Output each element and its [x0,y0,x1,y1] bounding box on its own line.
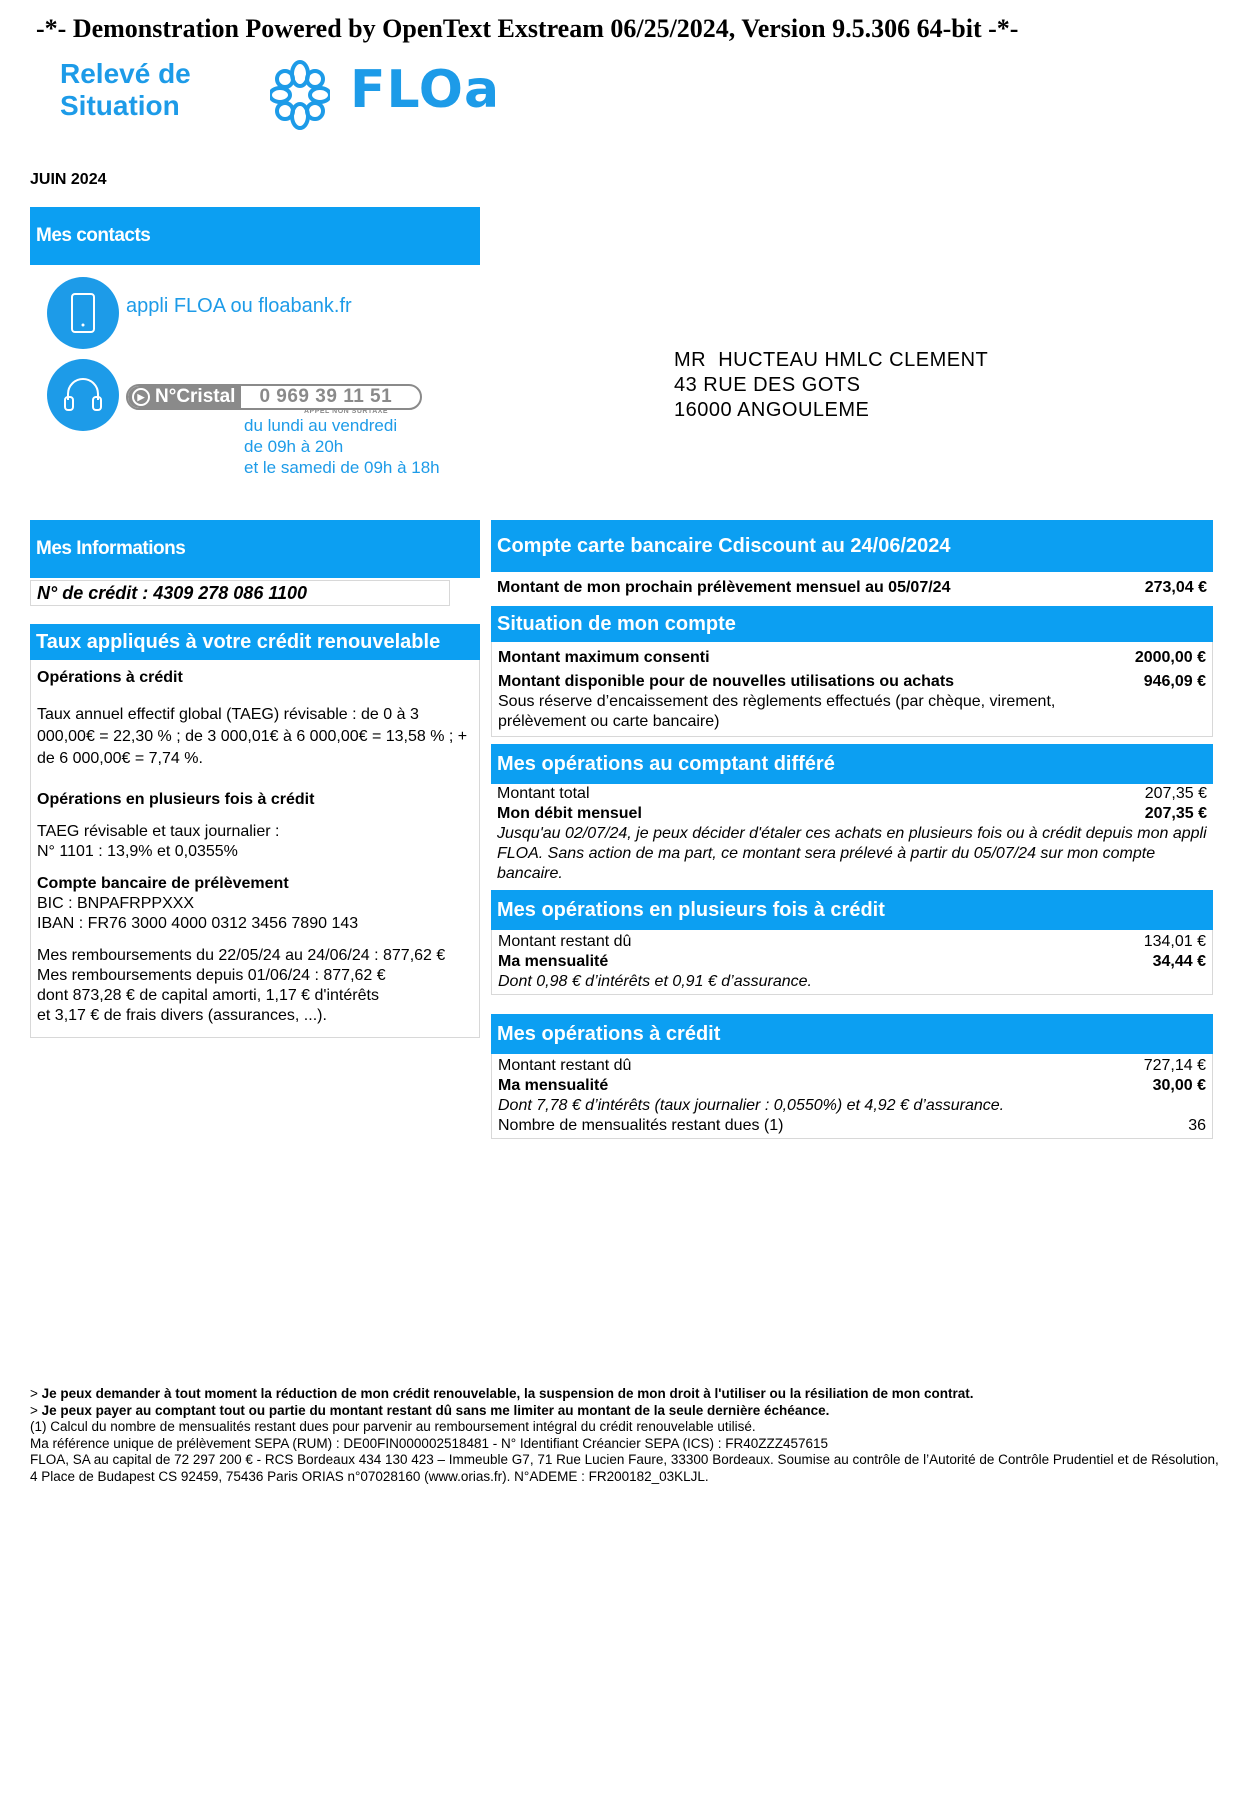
mensualite-label: Ma mensualité [498,953,609,970]
plusieurs-header: Mes opérations en plusieurs fois à crédit [491,890,1213,930]
cristal-label: N°Cristal [155,386,236,407]
informations-header: Mes Informations [30,520,480,578]
document-title [60,58,191,122]
footer-line: FLOA, SA au capital de 72 297 200 € - RCS Bordeaux 434 130 423 – Immeuble G7, 71 Rue Lucien Faure, 33300 Bordeaux. Soumise au contrôle de l’Autorité de Contrôle Prudentiel et de Résolution, 4 Place de Budapest CS 92459, 75436 Paris ORIAS n°07028160 (www.orias.fr). N°ADEME : FR200182_03KLJL. [30,1452,1219,1484]
hours-line: du lundi au vendredi [244,416,398,435]
iban: IBAN : FR76 3000 4000 0312 3456 7890 143 [37,915,359,932]
legal-footer [30,1386,1220,1485]
remboursement-line: et 3,17 € de frais divers (assurances, ...). [37,1007,327,1024]
contacts-header: Mes contacts [30,207,480,265]
situation-section [491,606,1213,737]
debit-row [491,804,1213,824]
restant-row [492,932,1212,952]
restant-value: 727,14 € [1143,1057,1206,1074]
address-line: MR HUCTEAU HMLC CLEMENT [674,349,989,371]
taeg-journalier: N° 1101 : 13,9% et 0,0355% [37,843,238,860]
bic: BIC : BNPAFRPPXXX [37,895,195,912]
mensualite-value: 34,44 € [1152,953,1206,970]
restant-row [492,1056,1212,1076]
total-value: 207,35 € [1144,785,1207,802]
address-line: 16000 ANGOULEME [674,399,870,421]
credit-ops-note: Dont 7,78 € d’intérêts (taux journalier : 0,0550%) et 4,92 € d’assurance. [498,1097,1005,1114]
differe-note: Jusqu'au 02/07/24, je peux décider d'étaler ces achats en plusieurs fois ou à crédit depuis mon appli FLOA. Sans action de ma part, ce montant sera prélevé à partir du 05/07/24 sur mon compte bancaire. [497,825,1207,882]
taux-header: Taux appliqués à votre crédit renouvelable [30,624,480,660]
footer-line: (1) Calcul du nombre de mensualités restant dues pour parvenir au remboursement intégral du crédit renouvelable utilisé. [30,1419,756,1434]
document-title-line2: Situation [60,90,180,121]
cristal-subtitle: APPEL NON SURTAXE [304,408,389,415]
smartphone-icon [47,277,119,349]
compte-section [491,520,1213,602]
disponible-row [492,672,1212,692]
footer-line: > Je peux payer au comptant tout ou partie du montant restant dû sans me limiter au montant de la seule dernière échéance. [30,1402,830,1418]
ops-credit-title: Opérations à crédit [37,669,183,686]
prochain-value: 273,04 € [1144,579,1207,596]
taux-details [30,660,480,1038]
credit-ops-box [491,1054,1213,1139]
footer-bold-text: Je peux payer au comptant tout ou partie du montant restant dû sans me limiter au montant de la seule dernière échéance. [41,1402,830,1418]
mensualite-value: 30,00 € [1152,1077,1206,1094]
cristal-label-block [128,386,241,408]
opening-hours [244,415,440,478]
headset-icon [47,359,119,431]
document-title-line1: Relevé de [60,58,191,89]
hours-line: de 09h à 20h [244,437,344,456]
nb-mensualites-row [492,1116,1212,1136]
prochain-label: Montant de mon prochain prélèvement mensuel au 05/07/24 [497,579,951,596]
taeg-text: Taux annuel effectif global (TAEG) révisable : de 0 à 3 000,00€ = 22,30 % ; de 3 000,01€ à 6 000,00€ = 13,58 % ; + de 6 000,00€ = 7,74 %. [37,706,468,767]
cristal-phone-number: 0 969 39 11 51 [259,386,393,407]
floa-flower-logo-icon [270,60,330,130]
footer-line: > Je peux demander à tout moment la réduction de mon crédit renouvelable, la suspension de mon droit à l'utiliser ou la résiliation de mon contrat. [30,1386,974,1401]
remboursement-line: Mes remboursements depuis 01/06/24 : 877,62 € [37,967,386,984]
differe-section [491,744,1213,884]
dispo-label: Montant disponible pour de nouvelles utilisations ou achats [498,673,955,690]
debit-value: 207,35 € [1144,805,1207,822]
plusieurs-note: Dont 0,98 € d’intérêts et 0,91 € d’assurance. [498,973,812,990]
restant-value: 134,01 € [1143,933,1206,950]
mensualite-row [492,1076,1212,1096]
nb-value: 36 [1188,1117,1206,1134]
play-icon: ▶ [132,388,150,406]
total-label: Montant total [497,785,590,802]
dispo-note: Sous réserve d’encaissement des règlements effectués (par chèque, virement, prélèvement ou carte bancaire) [498,693,1056,730]
situation-box [491,642,1213,737]
mensualite-row [492,952,1212,972]
footer-line: Ma référence unique de prélèvement SEPA (RUM) : DE00FIN000002518481 - N° Identifiant Créancier SEPA (ICS) : FR40ZZZ457615 [30,1435,829,1451]
total-row [491,784,1213,804]
dispo-value: 946,09 € [1143,673,1206,690]
credit-ops-header: Mes opérations à crédit [491,1014,1213,1054]
debit-label: Mon débit mensuel [497,805,642,822]
hours-line: et le samedi de 09h à 18h [244,458,440,477]
address-line: 43 RUE DES GOTS [674,374,861,396]
max-consenti-row [492,648,1212,668]
credit-number: N° de crédit : 4309 278 086 1100 [30,580,450,606]
situation-header: Situation de mon compte [491,606,1213,642]
plusieurs-box [491,930,1213,995]
contact-app-link[interactable]: appli FLOA ou floabank.fr [126,295,352,317]
floa-logo-text: FLOa [350,60,501,120]
compte-header: Compte carte bancaire Cdiscount au 24/06/2024 [491,520,1213,572]
nb-label: Nombre de mensualités restant dues (1) [498,1117,784,1134]
ops-plusieurs-title: Opérations en plusieurs fois à crédit [37,791,315,808]
recipient-address [674,348,988,423]
taeg-journalier: TAEG révisable et taux journalier : [37,823,280,840]
mensualite-label: Ma mensualité [498,1077,609,1094]
demo-banner: -*- Demonstration Powered by OpenText Exstream 06/25/2024, Version 9.5.306 64-bit -*- [36,14,1019,43]
credit-ops-section [491,1014,1213,1139]
restant-label: Montant restant dû [498,1057,632,1074]
statement-month: JUIN 2024 [30,171,107,188]
footer-bold-text: Je peux demander à tout moment la réduction de mon crédit renouvelable, la suspension de mon droit à l'utiliser ou la résiliation de mon contrat. [41,1386,974,1401]
cristal-phone-badge[interactable] [126,384,422,410]
max-label: Montant maximum consenti [498,649,710,666]
differe-box [491,784,1213,884]
remboursement-line: dont 873,28 € de capital amorti, 1,17 € d'intérêts [37,987,379,1004]
compte-prelevement-title: Compte bancaire de prélèvement [37,875,289,892]
restant-label: Montant restant dû [498,933,632,950]
remboursement-line: Mes remboursements du 22/05/24 au 24/06/24 : 877,62 € [37,947,446,964]
plusieurs-section [491,890,1213,995]
differe-header: Mes opérations au comptant différé [491,744,1213,784]
max-value: 2000,00 € [1134,649,1206,666]
prochain-prelevement-row [491,572,1213,602]
